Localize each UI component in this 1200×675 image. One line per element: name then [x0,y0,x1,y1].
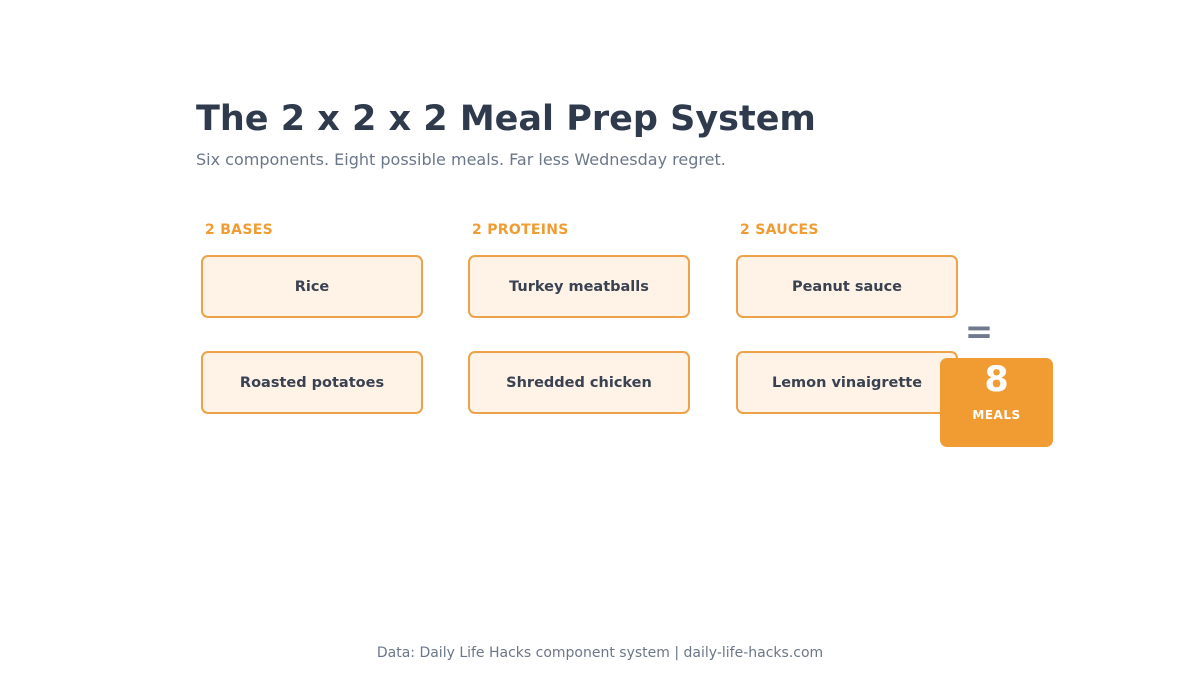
protein-item: Shredded chicken [468,351,690,414]
meals-result-badge [940,358,1053,447]
meals-count: 8 [984,360,1009,400]
sauce-item: Peanut sauce [736,255,958,318]
protein-item: Turkey meatballs [468,255,690,318]
source-footer: Data: Daily Life Hacks component system | daily-life-hacks.com [376,645,824,661]
page-subtitle: Six components. Eight possible meals. Far less Wednesday regret. [196,150,726,169]
page-title: The 2 x 2 x 2 Meal Prep System [196,99,816,139]
sauce-item: Lemon vinaigrette [736,351,958,414]
base-item: Roasted potatoes [201,351,423,414]
proteins-column-header: 2 PROTEINS [472,222,569,238]
equals-sign: = [964,312,994,352]
bases-column-header: 2 BASES [205,222,273,238]
base-item: Rice [201,255,423,318]
meals-label: MEALS [972,408,1021,422]
sauces-column-header: 2 SAUCES [740,222,819,238]
